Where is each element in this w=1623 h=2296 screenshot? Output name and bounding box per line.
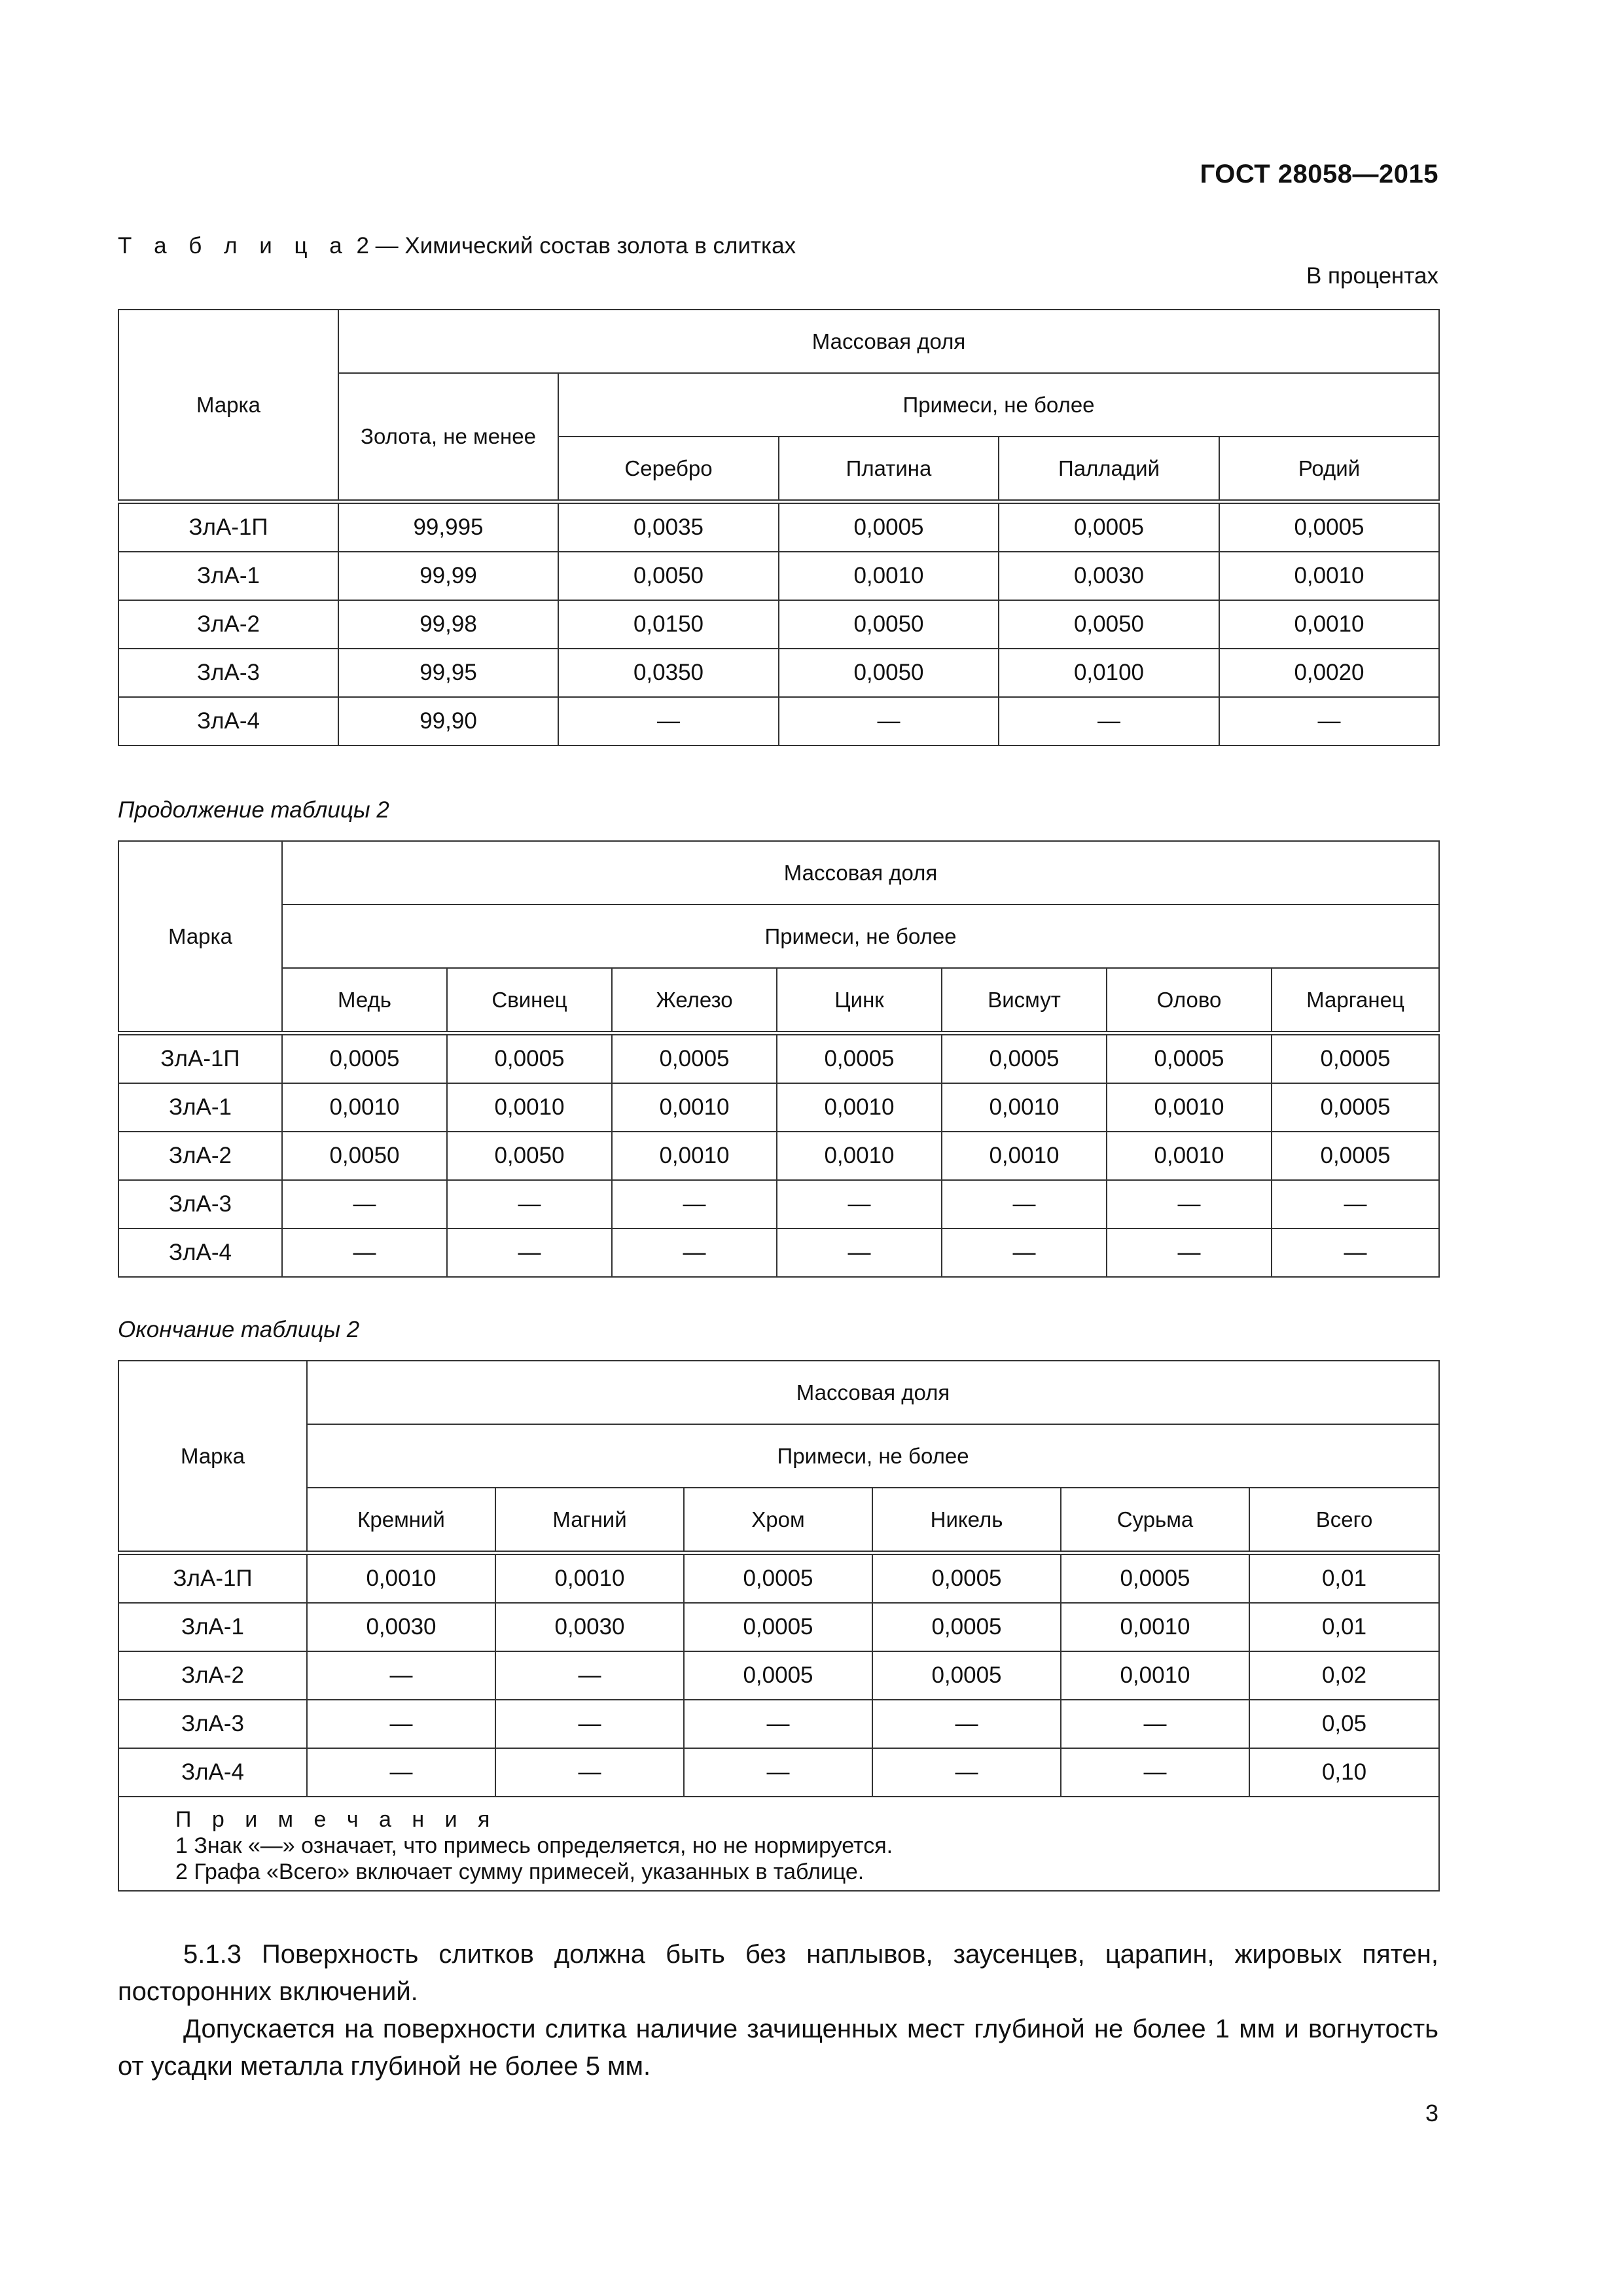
value-cell: — xyxy=(307,1700,495,1748)
value-cell: 0,0010 xyxy=(1061,1651,1249,1700)
brand-cell: ЗлА-2 xyxy=(118,600,338,649)
impurities-header: Примеси, не более xyxy=(282,905,1439,968)
value-cell: — xyxy=(282,1229,447,1277)
value-cell: 0,0010 xyxy=(942,1132,1107,1180)
value-cell: 0,0005 xyxy=(872,1651,1061,1700)
value-cell: — xyxy=(684,1700,872,1748)
value-cell: — xyxy=(1061,1700,1249,1748)
brand-cell: ЗлА-1 xyxy=(118,1603,307,1651)
value-cell: 0,0005 xyxy=(1272,1083,1439,1132)
column-header: Кремний xyxy=(307,1488,495,1553)
brand-cell: ЗлА-4 xyxy=(118,697,338,745)
table-notes xyxy=(118,1797,1439,1891)
brand-cell: ЗлА-3 xyxy=(118,1180,282,1229)
value-cell: 0,0005 xyxy=(1272,1132,1439,1180)
paragraph-text: Допускается на поверхности слитка наличие зачищенных мест глубиной не более 1 мм и вогнутость от усадки металла глубиной не более 5 мм. xyxy=(118,2015,1438,2081)
value-cell: — xyxy=(942,1180,1107,1229)
column-header: Родий xyxy=(1219,437,1439,502)
column-header: Сурьма xyxy=(1061,1488,1249,1553)
brand-cell: ЗлА-2 xyxy=(118,1132,282,1180)
value-cell: 0,0010 xyxy=(1219,600,1439,649)
value-cell: 99,90 xyxy=(338,697,558,745)
value-cell: 0,0005 xyxy=(1107,1033,1272,1084)
value-cell: 0,0030 xyxy=(999,552,1219,600)
column-header: Марганец xyxy=(1272,968,1439,1033)
mass-fraction-header: Массовая доля xyxy=(338,310,1439,373)
brand-header: Марка xyxy=(118,1361,307,1553)
value-cell: 0,0050 xyxy=(779,649,999,697)
value-cell: 0,0005 xyxy=(282,1033,447,1084)
value-cell: 0,0010 xyxy=(612,1083,777,1132)
value-cell: — xyxy=(1219,697,1439,745)
brand-cell: ЗлА-1 xyxy=(118,552,338,600)
table-row xyxy=(118,1033,1439,1084)
value-cell: — xyxy=(447,1229,612,1277)
column-header: Цинк xyxy=(777,968,942,1033)
value-cell: 0,0020 xyxy=(1219,649,1439,697)
value-cell: 0,0005 xyxy=(684,1603,872,1651)
value-cell: — xyxy=(612,1180,777,1229)
value-cell: — xyxy=(612,1229,777,1277)
table-row xyxy=(118,1180,1439,1229)
brand-cell: ЗлА-3 xyxy=(118,1700,307,1748)
table-3 xyxy=(118,1360,1440,1892)
brand-header: Марка xyxy=(118,841,282,1033)
table-2-caption: Продолжение таблицы 2 xyxy=(118,797,389,823)
value-cell: — xyxy=(872,1700,1061,1748)
value-cell: 0,0005 xyxy=(1272,1033,1439,1084)
value-cell: 0,0035 xyxy=(558,502,779,552)
brand-cell: ЗлА-1 xyxy=(118,1083,282,1132)
column-header: Медь xyxy=(282,968,447,1033)
value-cell: — xyxy=(999,697,1219,745)
mass-fraction-header: Массовая доля xyxy=(282,841,1439,905)
value-cell: 0,0005 xyxy=(999,502,1219,552)
table-3-caption: Окончание таблицы 2 xyxy=(118,1317,360,1342)
notes-title: П р и м е ч а н и я xyxy=(175,1807,497,1832)
value-cell: 0,0150 xyxy=(558,600,779,649)
impurities-header: Примеси, не более xyxy=(307,1424,1439,1488)
value-cell: 0,0050 xyxy=(779,600,999,649)
column-header: Палладий xyxy=(999,437,1219,502)
value-cell: — xyxy=(495,1651,684,1700)
column-header: Железо xyxy=(612,968,777,1033)
value-cell: 0,0005 xyxy=(872,1603,1061,1651)
value-cell: — xyxy=(1107,1180,1272,1229)
value-cell: 0,01 xyxy=(1249,1603,1439,1651)
column-header: Никель xyxy=(872,1488,1061,1553)
gold-header: Золота, не менее xyxy=(338,373,558,502)
value-cell: 0,0010 xyxy=(777,1132,942,1180)
table-row xyxy=(118,649,1439,697)
table-row xyxy=(118,697,1439,745)
value-cell: 0,0030 xyxy=(495,1603,684,1651)
paragraph-text: 5.1.3 Поверхность слитков должна быть без наплывов, заусенцев, царапин, жировых пятен, посторонних включений. xyxy=(118,1940,1438,2006)
table-row xyxy=(118,1083,1439,1132)
value-cell: — xyxy=(1107,1229,1272,1277)
value-cell: 0,0005 xyxy=(1061,1553,1249,1604)
value-cell: 99,95 xyxy=(338,649,558,697)
brand-cell: ЗлА-1П xyxy=(118,1033,282,1084)
value-cell: 0,0010 xyxy=(307,1553,495,1604)
page-number: 3 xyxy=(1425,2100,1438,2126)
value-cell: 0,0050 xyxy=(999,600,1219,649)
table-row xyxy=(118,1132,1439,1180)
value-cell: — xyxy=(942,1229,1107,1277)
value-cell: 0,0010 xyxy=(779,552,999,600)
value-cell: 0,0050 xyxy=(558,552,779,600)
table-row xyxy=(118,1553,1439,1604)
value-cell: — xyxy=(777,1229,942,1277)
value-cell: 0,0005 xyxy=(872,1553,1061,1604)
value-cell: 0,0010 xyxy=(1219,552,1439,600)
value-cell: 0,0010 xyxy=(495,1553,684,1604)
value-cell: — xyxy=(777,1180,942,1229)
value-cell: 0,0005 xyxy=(612,1033,777,1084)
table-row xyxy=(118,1651,1439,1700)
brand-header: Марка xyxy=(118,310,338,502)
value-cell: 0,0350 xyxy=(558,649,779,697)
table-1 xyxy=(118,309,1440,746)
value-cell: 0,0100 xyxy=(999,649,1219,697)
column-header: Олово xyxy=(1107,968,1272,1033)
value-cell: 0,0010 xyxy=(777,1083,942,1132)
value-cell: — xyxy=(307,1748,495,1797)
value-cell: — xyxy=(872,1748,1061,1797)
document-id: ГОСТ 28058—2015 xyxy=(1200,160,1438,188)
column-header: Платина xyxy=(779,437,999,502)
value-cell: 0,02 xyxy=(1249,1651,1439,1700)
value-cell: 0,0030 xyxy=(307,1603,495,1651)
table-row xyxy=(118,1700,1439,1748)
table-row xyxy=(118,552,1439,600)
value-cell: 0,01 xyxy=(1249,1553,1439,1604)
value-cell: 0,0010 xyxy=(1061,1603,1249,1651)
brand-cell: ЗлА-1П xyxy=(118,502,338,552)
table-caption xyxy=(118,233,796,259)
value-cell: — xyxy=(307,1651,495,1700)
column-header: Свинец xyxy=(447,968,612,1033)
table-row xyxy=(118,600,1439,649)
value-cell: 0,0005 xyxy=(684,1553,872,1604)
column-header: Висмут xyxy=(942,968,1107,1033)
brand-cell: ЗлА-3 xyxy=(118,649,338,697)
value-cell: — xyxy=(447,1180,612,1229)
table-row xyxy=(118,1603,1439,1651)
column-header: Магний xyxy=(495,1488,684,1553)
value-cell: 0,0010 xyxy=(1107,1083,1272,1132)
value-cell: 0,0005 xyxy=(447,1033,612,1084)
value-cell: 0,0005 xyxy=(684,1651,872,1700)
value-cell: 0,0005 xyxy=(942,1033,1107,1084)
value-cell: 0,0005 xyxy=(1219,502,1439,552)
value-cell: — xyxy=(1061,1748,1249,1797)
value-cell: 0,0010 xyxy=(282,1083,447,1132)
units-label: В процентах xyxy=(1306,263,1438,289)
value-cell: — xyxy=(495,1748,684,1797)
value-cell: — xyxy=(684,1748,872,1797)
brand-cell: ЗлА-1П xyxy=(118,1553,307,1604)
value-cell: 99,99 xyxy=(338,552,558,600)
value-cell: — xyxy=(779,697,999,745)
value-cell: 0,0010 xyxy=(942,1083,1107,1132)
value-cell: 99,995 xyxy=(338,502,558,552)
paragraph-allowance xyxy=(118,2011,1438,2085)
value-cell: 0,0005 xyxy=(779,502,999,552)
note-item: 1 Знак «—» означает, что примесь определяется, но не нормируется. xyxy=(175,1833,893,1858)
table-caption-prefix: Т а б л и ц а xyxy=(118,233,350,259)
impurities-header: Примеси, не более xyxy=(558,373,1439,437)
brand-cell: ЗлА-4 xyxy=(118,1229,282,1277)
column-header: Хром xyxy=(684,1488,872,1553)
value-cell: — xyxy=(495,1700,684,1748)
value-cell: — xyxy=(1272,1229,1439,1277)
brand-cell: ЗлА-2 xyxy=(118,1651,307,1700)
table-row xyxy=(118,1748,1439,1797)
table-2 xyxy=(118,840,1440,1278)
paragraph-5-1-3 xyxy=(118,1936,1438,2011)
value-cell: 0,0005 xyxy=(777,1033,942,1084)
value-cell: 0,0050 xyxy=(282,1132,447,1180)
value-cell: — xyxy=(282,1180,447,1229)
note-item: 2 Графа «Всего» включает сумму примесей, указанных в таблице. xyxy=(175,1859,865,1884)
column-header: Всего xyxy=(1249,1488,1439,1553)
mass-fraction-header: Массовая доля xyxy=(307,1361,1439,1424)
value-cell: 99,98 xyxy=(338,600,558,649)
table-row xyxy=(118,1229,1439,1277)
brand-cell: ЗлА-4 xyxy=(118,1748,307,1797)
value-cell: 0,05 xyxy=(1249,1700,1439,1748)
value-cell: — xyxy=(1272,1180,1439,1229)
value-cell: 0,10 xyxy=(1249,1748,1439,1797)
value-cell: 0,0010 xyxy=(447,1083,612,1132)
table-caption-text: 2 — Химический состав золота в слитках xyxy=(356,233,796,259)
value-cell: 0,0010 xyxy=(612,1132,777,1180)
column-header: Серебро xyxy=(558,437,779,502)
value-cell: — xyxy=(558,697,779,745)
value-cell: 0,0010 xyxy=(1107,1132,1272,1180)
table-row xyxy=(118,502,1439,552)
value-cell: 0,0050 xyxy=(447,1132,612,1180)
